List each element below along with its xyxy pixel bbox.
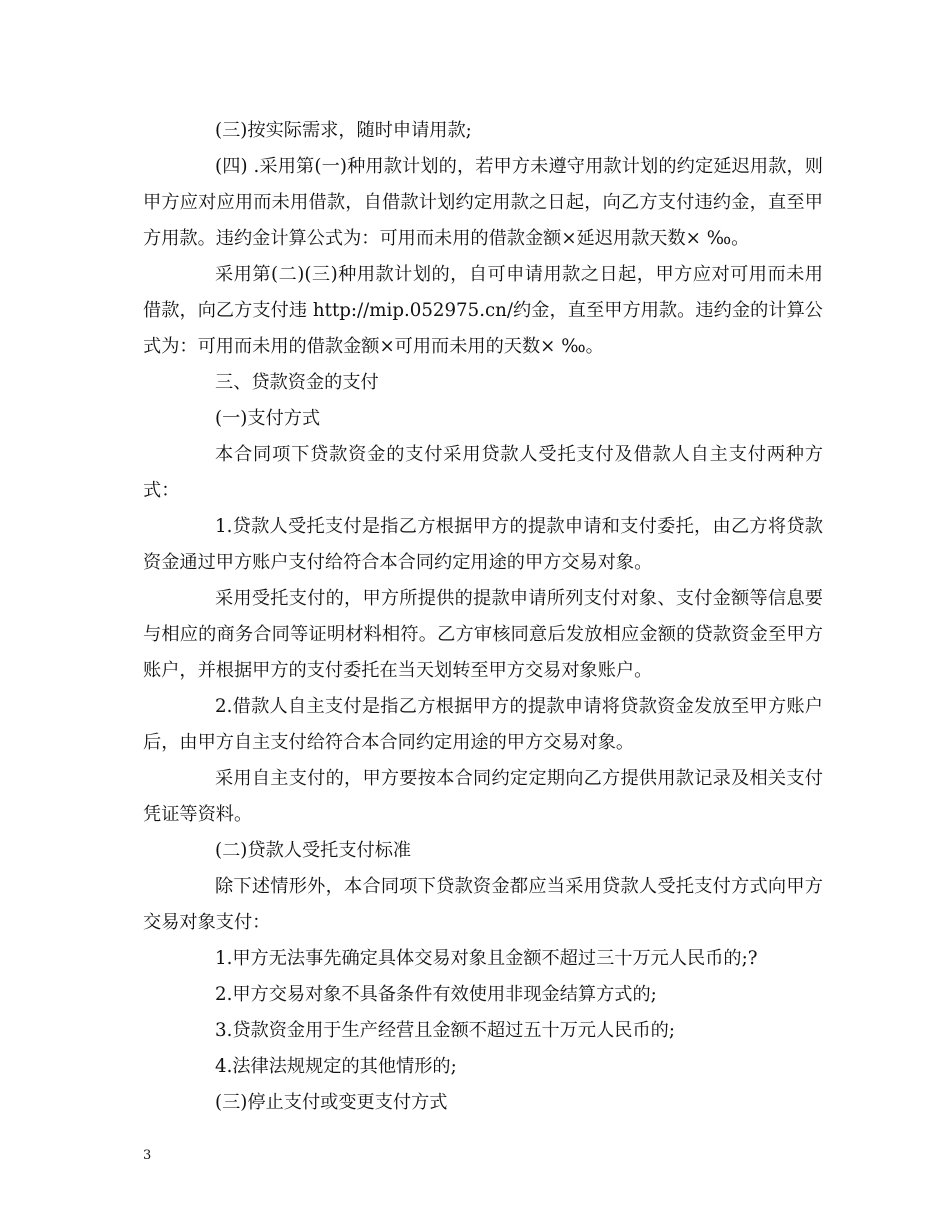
list-item-2: 2.甲方交易对象不具备条件有效使用非现金结算方式的;: [215, 984, 657, 1005]
paragraph-12: 除下述情形外，本合同项下贷款资金都应当采用贷款人受托支付方式向甲方交易对象支付：: [143, 876, 823, 933]
section-heading: 三、贷款资金的支付: [215, 372, 379, 393]
paragraph-3: 采用第(二)(三)种用款计划的，自可申请用款之日起，甲方应对可用而未用借款，向乙方支付违 http://mip.052975.cn/约金，直至甲方用款。违约金的计算公式为：可用而未用的借款金额×可用而未用的天数× ‰。: [143, 264, 823, 357]
paragraph-7: 1.贷款人受托支付是指乙方根据甲方的提款申请和支付委托，由乙方将贷款资金通过甲方账户支付给符合本合同约定用途的甲方交易对象。: [143, 516, 823, 573]
subsection-heading-2: (二)贷款人受托支付标准: [215, 840, 412, 861]
list-item-1: 1.甲方无法事先确定具体交易对象且金额不超过三十万元人民币的;?: [215, 948, 758, 969]
list-item-3: 3.贷款资金用于生产经营且金额不超过五十万元人民币的;: [215, 1020, 675, 1041]
paragraph-10: 采用自主支付的，甲方要按本合同约定定期向乙方提供用款记录及相关支付凭证等资料。: [143, 768, 823, 825]
paragraph-6: 本合同项下贷款资金的支付采用贷款人受托支付及借款人自主支付两种方式：: [143, 444, 823, 501]
paragraph-8: 采用受托支付的，甲方所提供的提款申请所列支付对象、支付金额等信息要与相应的商务合同等证明材料相符。乙方审核同意后发放相应金额的贷款资金至甲方账户，并根据甲方的支付委托在当天划转至甲方交易对象账户。: [143, 588, 823, 681]
paragraph-1: (三)按实际需求，随时申请用款;: [215, 120, 472, 141]
paragraph-2: (四) .采用第(一)种用款计划的，若甲方未遵守用款计划的约定延迟用款，则甲方应对应用而未用借款，自借款计划约定用款之日起，向乙方支付违约金，直至甲方用款。违约金计算公式为：可用而未用的借款金额×延迟用款天数× ‰。: [143, 156, 823, 249]
subsection-heading-3: (三)停止支付或变更支付方式: [215, 1092, 448, 1113]
document-body: [143, 113, 823, 1121]
list-item-4: 4.法律法规规定的其他情形的;: [215, 1056, 457, 1077]
subsection-heading-1: (一)支付方式: [215, 408, 321, 429]
page-number: 3: [143, 1148, 152, 1163]
paragraph-9: 2.借款人自主支付是指乙方根据甲方的提款申请将贷款资金发放至甲方账户后，由甲方自主支付给符合本合同约定用途的甲方交易对象。: [143, 696, 823, 753]
